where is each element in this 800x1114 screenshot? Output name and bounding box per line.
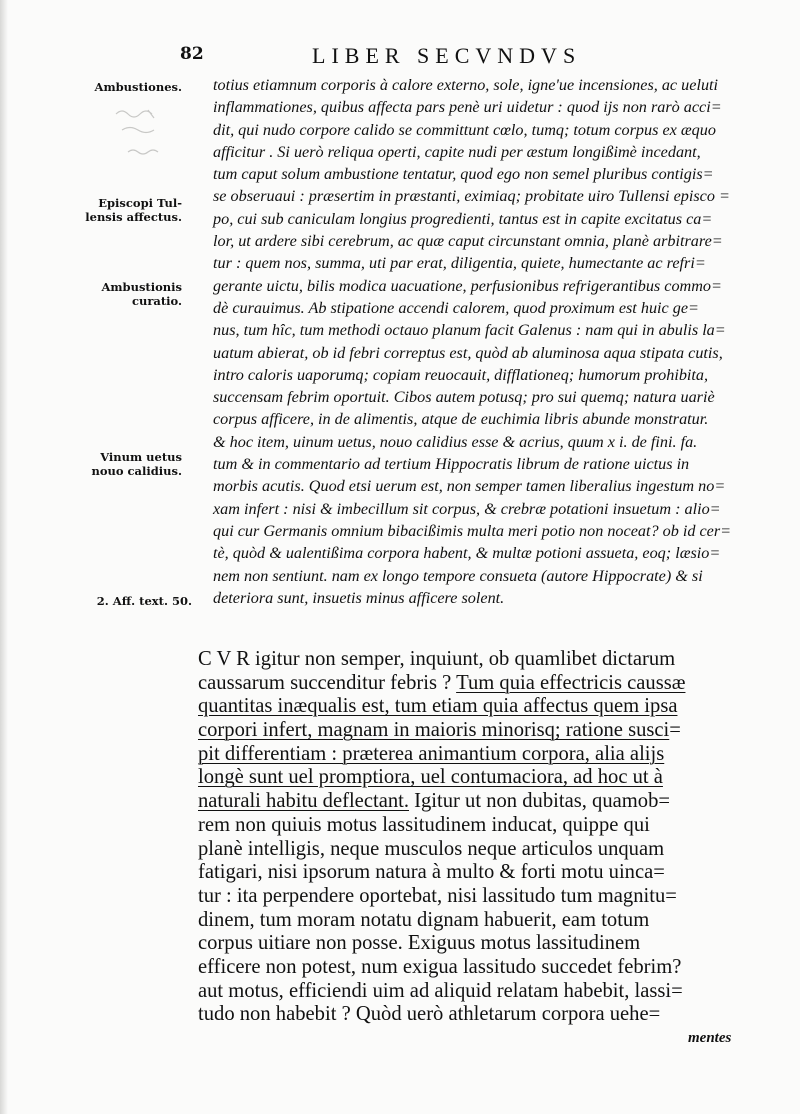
text-segment: tudo non habebit ? Quòd uerò athletarum corpora uehe= xyxy=(198,1003,661,1026)
italic-text-line: deteriora sunt, insuetis minus afficere solent. xyxy=(213,588,505,607)
roman-text-line xyxy=(198,980,778,1004)
italic-text-line: dè curauimus. Ab stipatione accendi calorem, quod proximum est huic ge= xyxy=(213,298,699,317)
text-segment: tur : ita perpendere oportebat, nisi lassitudo tum magnitu= xyxy=(198,884,677,907)
page-header xyxy=(0,44,800,68)
text-segment: corpus uitiare non posse. Exiguus motus lassitudinem xyxy=(198,932,641,955)
underlined-text: Tum quia effectricis caussæ xyxy=(456,671,686,694)
roman-text-line xyxy=(198,838,778,862)
roman-text-line xyxy=(198,648,778,672)
running-head: LIBER SECVNDVS xyxy=(312,43,582,68)
marginal-note-ambustiones: Ambustiones. xyxy=(94,80,182,94)
italic-text-line: inflammationes, quibus affecta pars penè uri uidetur : quod ijs non rarò acci= xyxy=(213,98,722,117)
catchword: mentes xyxy=(688,1030,732,1046)
text-segment: C V R igitur non semper, inquiunt, ob quamlibet dictarum xyxy=(198,648,676,670)
text-segment: aut motus, efficiendi uim ad aliquid relatam habebit, lassi= xyxy=(198,979,683,1002)
roman-text-block xyxy=(198,648,778,1027)
roman-text-line xyxy=(198,790,778,814)
underlined-text: longè sunt uel promptiora, uel contumaciora, ad hoc ut à xyxy=(198,766,663,789)
italic-text-line: tè, quòd & ualentißima corpora habent, & multæ potioni assueta, eoq; læsio= xyxy=(213,544,721,563)
italic-text-line: totius etiamnum corporis à calore externo, sole, igne'ue incensiones, ac ueluti xyxy=(213,76,719,94)
roman-text-line xyxy=(198,909,778,933)
marginal-note-episcopi: Episcopi Tul- lensis affectus. xyxy=(85,196,182,224)
underlined-text: quantitas inæqualis est, tum etiam quia affectus quem ipsa xyxy=(198,695,678,718)
roman-text-line xyxy=(198,672,778,696)
roman-text-line xyxy=(198,885,778,909)
text-segment: = xyxy=(669,719,681,742)
underlined-text: naturali habitu deflectant. xyxy=(198,790,409,813)
italic-text-line: intro caloris uaporumq; copiam reuocauit, difflationeq; humorum prohibita, xyxy=(213,365,709,384)
italic-text-line: gerante uictu, bilis modica uacuatione, perfusionibus refrigerantibus commo= xyxy=(213,276,722,295)
italic-text-line: uatum abierat, ob id febri correptus est, quòd ab aluminosa aqua stipata cutis, xyxy=(213,343,723,362)
italic-text-line: succensam febrim oportuit. Cibos autem potusq; pro sui quemq; natura uariè xyxy=(213,388,715,407)
italic-text-line: tum & in commentario ad tertium Hippocratis librum de ratione uictus in xyxy=(213,455,690,474)
marginal-note-ambustionis-curatio: Ambustionis curatio. xyxy=(101,280,182,308)
gutter-shadow xyxy=(0,0,8,1114)
roman-text-line xyxy=(198,743,778,767)
roman-text-line xyxy=(198,719,778,743)
text-segment: fatigari, nisi ipsorum natura à multo & forti motu uinca= xyxy=(198,861,665,884)
text-segment: rem non quiuis motus lassitudinem inducat, quippe qui xyxy=(198,813,650,836)
underlined-text: pit differentiam : præterea animantium corpora, alia alijs xyxy=(198,742,665,765)
text-segment: dinem, tum moram notatu dignam habuerit, eam totum xyxy=(198,908,650,931)
italic-text-line: nus, tum hîc, tum methodi octauo planum facit Galenus : nam qui in abulis la= xyxy=(213,321,726,340)
text-segment: caussarum succenditur febris ? xyxy=(198,671,457,694)
folio-number: 82 xyxy=(180,44,204,64)
roman-text-line xyxy=(198,956,778,980)
italic-text-line: afficitur . Si uerò reliqua operti, capite nudi per æstum longißimè incedant, xyxy=(213,142,701,161)
italic-text-block xyxy=(213,74,768,609)
italic-text-line: xam infert : nisi & imbecillum sit corpus, & crebræ potationi insuetum : alio= xyxy=(213,499,721,518)
italic-text-line: & hoc item, uinum uetus, nouo calidius esse & acrius, quum x i. de fini. fa. xyxy=(213,432,698,451)
roman-text-line xyxy=(198,932,778,956)
underlined-text: corpori infert, magnam in maioris minorisq; ratione susci xyxy=(198,719,670,742)
italic-text-line: tum caput solum ambustione tentatur, quod ego non semel pluribus contigis= xyxy=(213,165,714,184)
marginal-note-aff-text: 2. Aff. text. 50. xyxy=(96,594,192,608)
pencil-annotation-image xyxy=(108,100,198,170)
italic-text-line: po, cui sub caniculam longius progredienti, tantus est in capite excitatus ca= xyxy=(213,209,713,228)
text-segment: planè intelligis, neque musculos neque articulos unquam xyxy=(198,837,665,860)
italic-text-line: nem non sentiunt. nam ex longo tempore consueta (autore Hippocrate) & si xyxy=(213,566,703,585)
text-segment: efficere non potest, num exigua lassitudo succedet febrim? xyxy=(198,955,682,978)
italic-text-line: qui cur Germanis omnium bibacißimis multa meri potio non noceat? ob id cer= xyxy=(213,521,732,540)
roman-text-line xyxy=(198,766,778,790)
italic-text-line: corpus afficere, in de alimentis, atque de euchimia libris abunde monstratur. xyxy=(213,410,709,429)
italic-text-line: dit, qui nudo corpore calido se committunt cœlo, tumq; totum corpus ex æquo xyxy=(213,120,716,139)
italic-text-line: morbis acutis. Quod etsi uerum est, non semper tamen liberalius ingestum no= xyxy=(213,477,726,496)
roman-text-line xyxy=(198,1003,778,1027)
italic-text-line: tur : quem nos, summa, uti par erat, diligentia, quiete, humectante ac refri= xyxy=(213,254,706,273)
marginal-note-vinum-uetus: Vinum uetus nouo calidius. xyxy=(91,450,182,478)
roman-text-line xyxy=(198,861,778,885)
text-segment: Igitur ut non dubitas, quamob= xyxy=(409,790,671,813)
roman-text-line xyxy=(198,814,778,838)
italic-text-line: lor, ut ardere sibi cerebrum, ac quæ caput circunstant omnia, planè arbitrare= xyxy=(213,232,723,251)
italic-text-line: se obseruaui : præsertim in præstanti, eximiaq; probitate uiro Tullensi episco = xyxy=(213,187,730,206)
roman-text-line xyxy=(198,695,778,719)
